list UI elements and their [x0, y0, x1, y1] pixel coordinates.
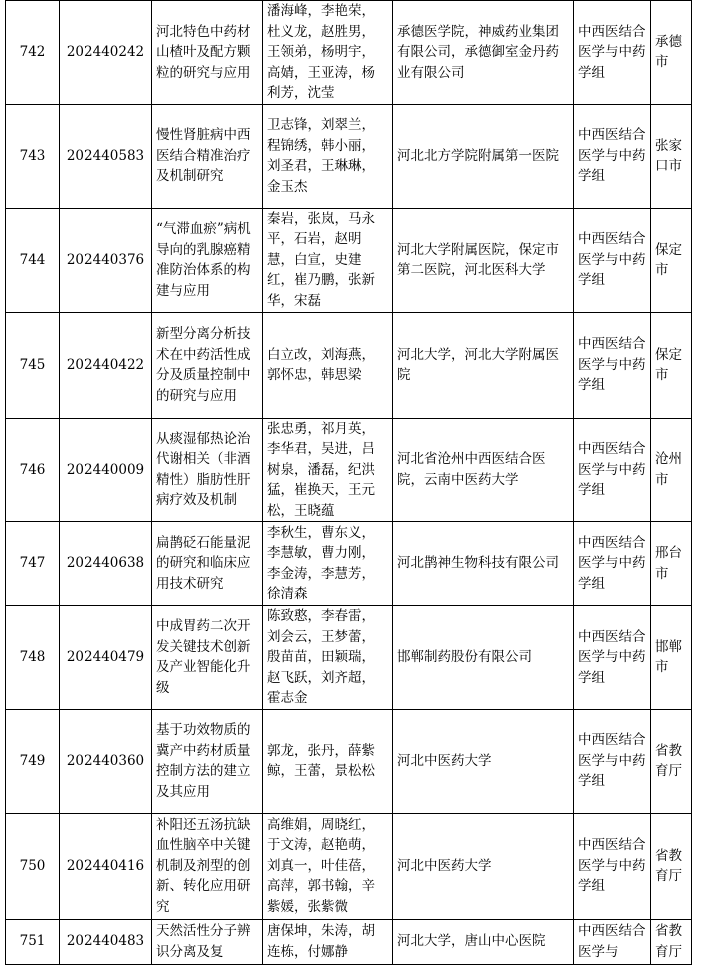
project-code-cell: 202440583 [60, 104, 152, 208]
completing-units-cell: 河北中医药大学 [393, 813, 574, 919]
completing-units-cell: 承德医学院，神威药业集团有限公司，承德御室金丹药业有限公司 [393, 1, 574, 105]
row-number-cell: 749 [6, 709, 60, 813]
row-number-cell: 744 [6, 208, 60, 312]
review-group-cell: 中西医结合医学与中药学组 [574, 606, 651, 710]
completers-cell: 秦岩，张岚，马永平，石岩，赵明慧，白宣，史建红，崔乃鹏，张新华，宋磊 [263, 208, 393, 312]
project-code-cell: 202440416 [60, 813, 152, 919]
table-row [6, 312, 692, 418]
review-group-cell: 中西医结合医学与中药学组 [574, 418, 651, 522]
table-row [6, 1, 692, 105]
nominating-unit-cell: 保定市 [651, 208, 692, 312]
nominating-unit-cell: 邯郸市 [651, 606, 692, 710]
project-title-cell: 从痰湿郁热论治代谢相关（非酒精性）脂肪性肝病疗效及机制 [152, 418, 263, 522]
completing-units-cell: 河北大学，河北大学附属医院 [393, 312, 574, 418]
row-number-cell: 745 [6, 312, 60, 418]
completers-cell: 李秋生，曹东义，李慧敏，曹力刚，李金涛，李慧芳，徐清森 [263, 522, 393, 606]
completing-units-cell: 邯郸制药股份有限公司 [393, 606, 574, 710]
completers-cell: 高维娟，周晓红，于文涛，赵艳萌，刘真一，叶佳蓓，高萍，郭书翰，辛紫媛，张紫微 [263, 813, 393, 919]
table-row [6, 522, 692, 606]
project-code-cell: 202440479 [60, 606, 152, 710]
project-title-cell: 新型分离分析技术在中药活性成分及质量控制中的研究与应用 [152, 312, 263, 418]
nominating-unit-cell: 保定市 [651, 312, 692, 418]
completers-cell: 唐保坤，朱涛，胡连栋，付娜静 [263, 919, 393, 964]
project-code-cell: 202440422 [60, 312, 152, 418]
table-row [6, 813, 692, 919]
completers-cell: 卫志锋，刘翠兰，程锦绣，韩小丽，刘圣君，王琳琳，金玉杰 [263, 104, 393, 208]
award-list-table [5, 0, 692, 965]
row-number-cell: 751 [6, 919, 60, 964]
project-code-cell: 202440638 [60, 522, 152, 606]
review-group-cell: 中西医结合医学与 [574, 919, 651, 964]
row-number-cell: 748 [6, 606, 60, 710]
table-body [6, 1, 692, 965]
project-code-cell: 202440242 [60, 1, 152, 105]
project-title-cell: “气滞血瘀”病机导向的乳腺癌精准防治体系的构建与应用 [152, 208, 263, 312]
review-group-cell: 中西医结合医学与中药学组 [574, 104, 651, 208]
project-title-cell: 天然活性分子辨识分离及复 [152, 919, 263, 964]
review-group-cell: 中西医结合医学与中药学组 [574, 813, 651, 919]
review-group-cell: 中西医结合医学与中药学组 [574, 208, 651, 312]
completers-cell: 张忠勇，祁月英，李华君，吴进，吕树泉，潘磊，纪洪猛，崔换天，王元松，王晓蕴 [263, 418, 393, 522]
row-number-cell: 747 [6, 522, 60, 606]
completers-cell: 郭龙，张丹，薛紫鲸，王蕾，景松松 [263, 709, 393, 813]
project-code-cell: 202440009 [60, 418, 152, 522]
project-title-cell: 扁鹊砭石能量泥的研究和临床应用技术研究 [152, 522, 263, 606]
completing-units-cell: 河北鹊神生物科技有限公司 [393, 522, 574, 606]
review-group-cell: 中西医结合医学与中药学组 [574, 709, 651, 813]
review-group-cell: 中西医结合医学与中药学组 [574, 1, 651, 105]
nominating-unit-cell: 省教育厅 [651, 709, 692, 813]
project-code-cell: 202440376 [60, 208, 152, 312]
nominating-unit-cell: 承德市 [651, 1, 692, 105]
project-title-cell: 中成胃药二次开发关键技术创新及产业智能化升级 [152, 606, 263, 710]
completing-units-cell: 河北大学附属医院，保定市第二医院，河北医科大学 [393, 208, 574, 312]
table-row [6, 418, 692, 522]
project-title-cell: 慢性肾脏病中西医结合精准治疗及机制研究 [152, 104, 263, 208]
row-number-cell: 743 [6, 104, 60, 208]
nominating-unit-cell: 邢台市 [651, 522, 692, 606]
completers-cell: 白立改，刘海燕，郭怀忠，韩思梁 [263, 312, 393, 418]
review-group-cell: 中西医结合医学与中药学组 [574, 522, 651, 606]
row-number-cell: 750 [6, 813, 60, 919]
completing-units-cell: 河北省沧州中西医结合医院，云南中医药大学 [393, 418, 574, 522]
row-number-cell: 742 [6, 1, 60, 105]
review-group-cell: 中西医结合医学与中药学组 [574, 312, 651, 418]
project-title-cell: 补阳还五汤抗缺血性脑卒中关键机制及剂型的创新、转化应用研究 [152, 813, 263, 919]
project-code-cell: 202440360 [60, 709, 152, 813]
row-number-cell: 746 [6, 418, 60, 522]
table-row [6, 919, 692, 964]
nominating-unit-cell: 沧州市 [651, 418, 692, 522]
completing-units-cell: 河北北方学院附属第一医院 [393, 104, 574, 208]
table-row [6, 104, 692, 208]
project-code-cell: 202440483 [60, 919, 152, 964]
table-row [6, 606, 692, 710]
nominating-unit-cell: 省教育厅 [651, 919, 692, 964]
table-row [6, 208, 692, 312]
completing-units-cell: 河北中医药大学 [393, 709, 574, 813]
nominating-unit-cell: 张家口市 [651, 104, 692, 208]
nominating-unit-cell: 省教育厅 [651, 813, 692, 919]
project-title-cell: 基于功效物质的冀产中药材质量控制方法的建立及其应用 [152, 709, 263, 813]
table-row [6, 709, 692, 813]
completers-cell: 陈致憨，李春雷，刘会云，王梦蕾，殷苗苗，田颖瑞，赵飞跃，刘齐超，霍志金 [263, 606, 393, 710]
completers-cell: 潘海峰，李艳荣，杜义龙，赵胜男，王领弟，杨明宇，高婧，王亚涛，杨利芳，沈莹 [263, 1, 393, 105]
completing-units-cell: 河北大学，唐山中心医院 [393, 919, 574, 964]
project-title-cell: 河北特色中药材山楂叶及配方颗粒的研究与应用 [152, 1, 263, 105]
